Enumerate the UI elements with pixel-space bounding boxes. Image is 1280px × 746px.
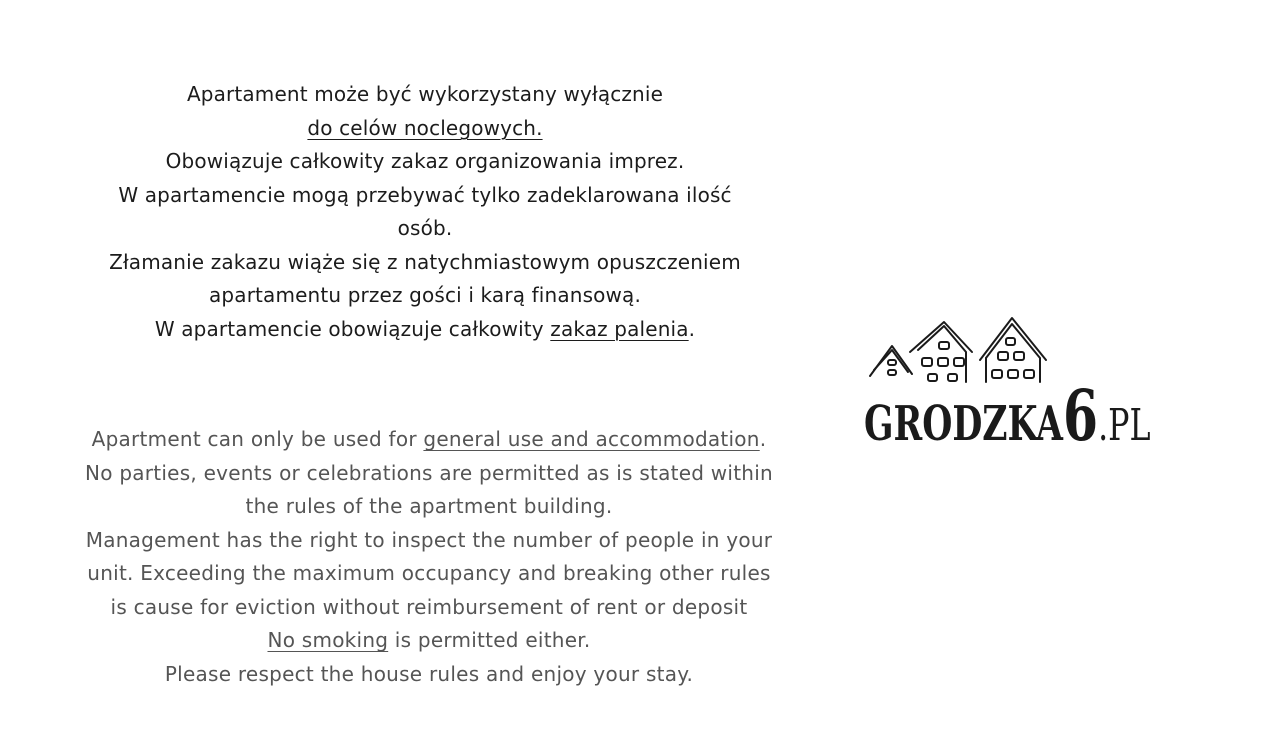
rule-line	[0, 112, 850, 146]
rule-line: the rules of the apartment building.	[245, 494, 613, 518]
rule-line: Please respect the house rules and enjoy your stay.	[164, 661, 694, 686]
no-smoking-link-en[interactable]: No smoking	[267, 628, 389, 652]
rule-line: is cause for eviction without reimbursement of rent or deposit	[110, 594, 748, 619]
rule-line: No parties, events or celebrations are permitted as is stated within	[85, 460, 773, 485]
rule-line: osób.	[397, 216, 453, 240]
rule-text: Apartment can only be used for	[91, 427, 424, 451]
rule-line: W apartamencie mogą przebywać tylko zadeklarowana ilość	[118, 182, 732, 207]
rule-line	[0, 624, 858, 658]
accommodation-link-pl[interactable]: do celów noclegowych.	[307, 115, 543, 140]
rule-line: Złamanie zakazu wiąże się z natychmiastowym opuszczeniem	[109, 249, 741, 274]
rule-line: Management has the right to inspect the number of people in your	[85, 527, 773, 552]
rule-line	[0, 423, 858, 457]
rule-text: W apartamencie obowiązuje całkowity	[154, 316, 551, 341]
rule-text: is permitted either.	[388, 628, 591, 652]
grodzka-logo	[862, 312, 1172, 457]
logo-word: GRODZKA	[864, 396, 1063, 452]
rule-line: apartamentu przez gości i karą finansową.	[209, 283, 641, 307]
house-rules-polish	[0, 78, 850, 346]
house-rules-english	[0, 423, 858, 691]
logo-number: 6	[1062, 374, 1099, 457]
rule-line: unit. Exceeding the maximum occupancy and breaking other rules	[87, 561, 771, 585]
rule-line: Apartament może być wykorzystany wyłącznie	[186, 82, 664, 106]
rule-text: .	[688, 316, 696, 341]
accommodation-link-en[interactable]: general use and accommodation	[423, 427, 760, 451]
logo-wordmark	[864, 374, 1150, 457]
no-smoking-link-pl[interactable]: zakaz palenia	[550, 316, 689, 341]
logo-suffix: .PL	[1098, 400, 1151, 451]
rule-text: .	[759, 427, 767, 451]
rule-line	[0, 313, 850, 347]
rule-line: Obowiązuje całkowity zakaz organizowania imprez.	[165, 149, 685, 173]
